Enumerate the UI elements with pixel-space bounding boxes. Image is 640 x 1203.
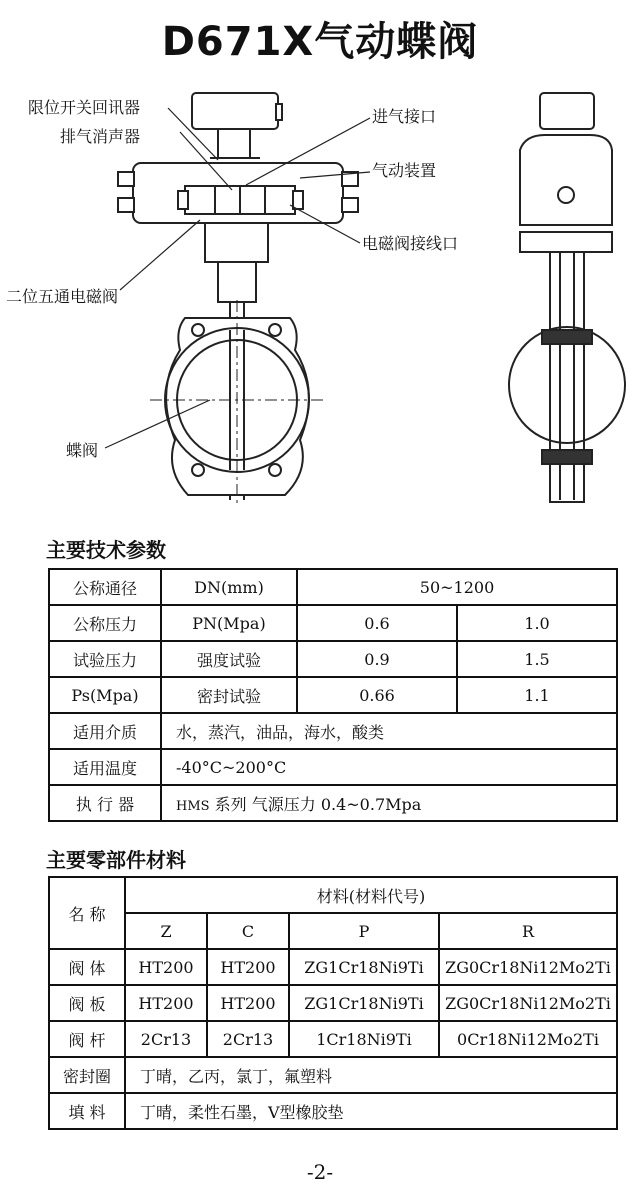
page-number: -2- — [306, 1160, 334, 1184]
page-title: D671X气动蝶阀 — [161, 19, 479, 65]
table-cell: 丁晴，柔性石墨，V型橡胶垫 — [125, 1093, 617, 1129]
materials-heading: 主要零部件材料 — [46, 848, 186, 872]
table-row — [49, 641, 617, 677]
table-cell: 丁晴，乙丙，氯丁，氟塑料 — [125, 1057, 617, 1093]
table-cell: ZG0Cr18Ni12Mo2Ti — [439, 949, 617, 985]
table-cell: 0Cr18Ni12Mo2Ti — [439, 1021, 617, 1057]
table-cell: 水，蒸汽，油品，海水，酸类 — [161, 713, 617, 749]
table-cell: 阀 杆 — [49, 1021, 125, 1057]
table-cell: 阀 体 — [49, 949, 125, 985]
table-cell: P — [289, 913, 439, 949]
actuator-model: HMS — [176, 798, 210, 814]
label-limit-switch: 限位开关回讯器 — [28, 98, 141, 117]
table-cell: 1.5 — [457, 641, 617, 677]
table-cell: HT200 — [207, 985, 289, 1021]
label-exhaust-muffler: 排气消声器 — [60, 127, 141, 146]
table-cell: 强度试验 — [161, 641, 297, 677]
table-cell: 2Cr13 — [125, 1021, 207, 1057]
table-cell: 0.6 — [297, 605, 457, 641]
label-pneumatic-device: 气动装置 — [372, 161, 437, 180]
table-cell: 公称压力 — [49, 605, 161, 641]
table-row — [49, 913, 617, 949]
table-cell: PN(Mpa) — [161, 605, 297, 641]
table-row — [49, 877, 617, 913]
table-cell: 适用介质 — [49, 713, 161, 749]
table-cell: HT200 — [125, 985, 207, 1021]
table-row — [49, 677, 617, 713]
table-cell: -40°C~200°C — [161, 749, 617, 785]
table-row — [49, 949, 617, 985]
table-cell: 密封圈 — [49, 1057, 125, 1093]
table-cell: 名 称 — [49, 877, 125, 949]
table-cell: ZG0Cr18Ni12Mo2Ti — [439, 985, 617, 1021]
table-cell: 填 料 — [49, 1093, 125, 1129]
table-cell: DN(mm) — [161, 569, 297, 605]
table-row — [49, 749, 617, 785]
table-cell: 阀 板 — [49, 985, 125, 1021]
valve-drawing — [0, 70, 640, 520]
table-cell: HT200 — [207, 949, 289, 985]
table-cell: 公称通径 — [49, 569, 161, 605]
label-butterfly-valve: 蝶阀 — [66, 441, 99, 460]
table-row — [49, 1093, 617, 1129]
table-cell: Z — [125, 913, 207, 949]
materials-table — [48, 876, 618, 1130]
table-cell: ZG1Cr18Ni9Ti — [289, 949, 439, 985]
table-cell: 2Cr13 — [207, 1021, 289, 1057]
table-cell: ZG1Cr18Ni9Ti — [289, 985, 439, 1021]
table-cell: R — [439, 913, 617, 949]
label-air-inlet: 进气接口 — [372, 107, 437, 126]
table-cell: Ps(Mpa) — [49, 677, 161, 713]
table-cell: 50~1200 — [297, 569, 617, 605]
table-row — [49, 569, 617, 605]
table-cell: 适用温度 — [49, 749, 161, 785]
table-cell: 1.1 — [457, 677, 617, 713]
table-cell: 1Cr18Ni9Ti — [289, 1021, 439, 1057]
label-solenoid-wiring: 电磁阀接线口 — [362, 234, 459, 253]
actuator-spec: 系列 气源压力 0.4~0.7Mpa — [214, 794, 422, 814]
table-cell — [161, 785, 617, 821]
table-row — [49, 713, 617, 749]
table-row — [49, 1021, 617, 1057]
table-row — [49, 985, 617, 1021]
table-cell: 1.0 — [457, 605, 617, 641]
table-cell: 0.9 — [297, 641, 457, 677]
table-cell: HT200 — [125, 949, 207, 985]
table-row — [49, 785, 617, 821]
table-cell: 材料(材料代号) — [125, 877, 617, 913]
table-row — [49, 605, 617, 641]
table-cell: 密封试验 — [161, 677, 297, 713]
table-cell: 试验压力 — [49, 641, 161, 677]
table-cell: 0.66 — [297, 677, 457, 713]
table-cell: C — [207, 913, 289, 949]
label-solenoid-valve: 二位五通电磁阀 — [6, 287, 119, 306]
table-row — [49, 1057, 617, 1093]
tech-params-heading: 主要技术参数 — [46, 538, 166, 562]
tech-params-table — [48, 568, 618, 822]
table-cell: 执 行 器 — [49, 785, 161, 821]
